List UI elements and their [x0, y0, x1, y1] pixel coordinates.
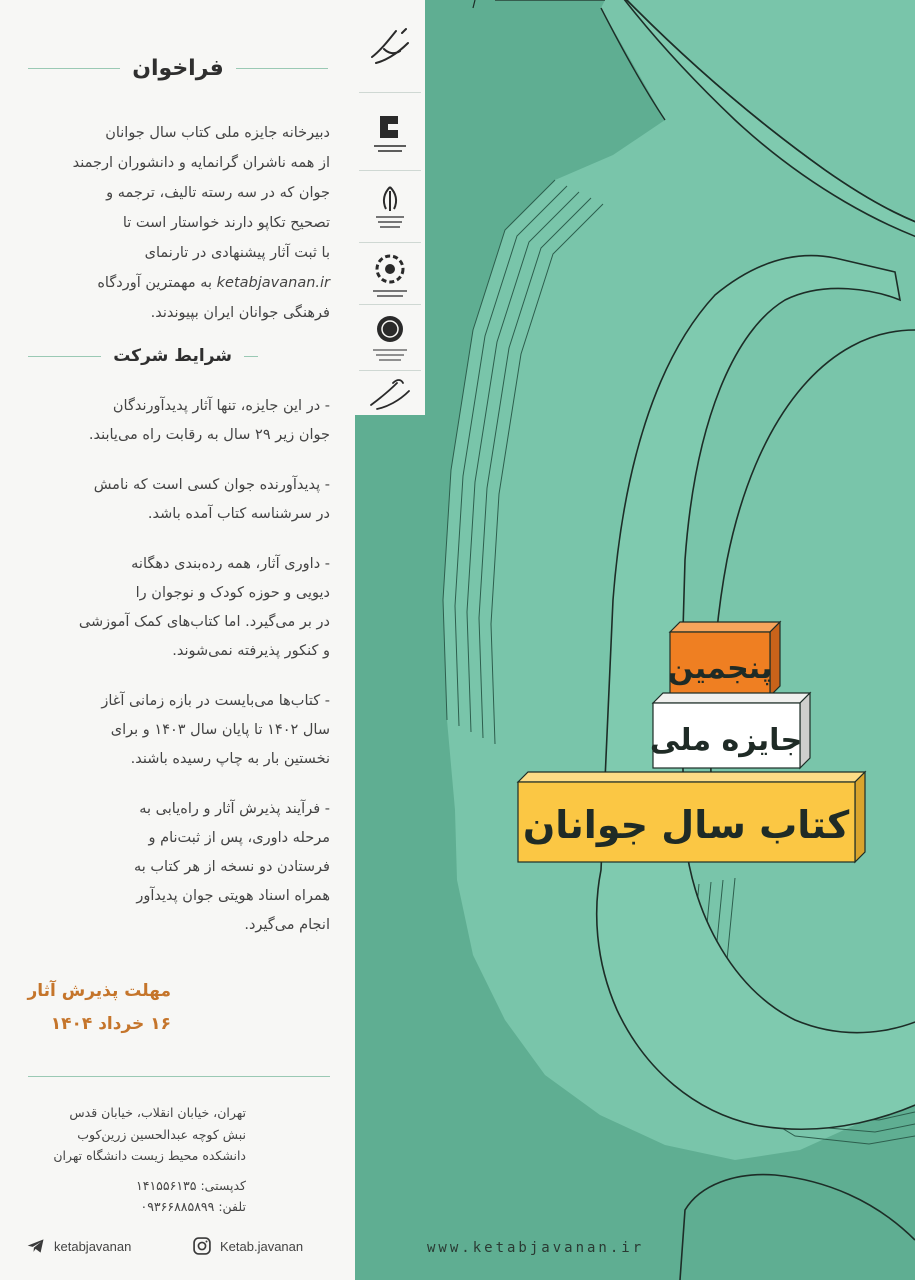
instagram-icon	[192, 1236, 212, 1256]
condition-item	[60, 795, 330, 940]
condition-line: - کتاب‌ها می‌بایست در بازه زمانی آغاز	[101, 693, 330, 709]
deadline-block	[28, 975, 171, 1041]
condition-line: - داوری آثار، همه رده‌بندی دهگانه	[131, 556, 330, 572]
condition-item	[28, 687, 330, 774]
box-3-text: کتاب سال جوانان	[522, 803, 850, 847]
condition-line: - در این جایزه، تنها آثار پدیدآورندگان	[112, 398, 330, 414]
ministry-emblem	[365, 180, 415, 236]
instagram-link[interactable]	[192, 1236, 303, 1256]
institute-calligraphy-logo	[365, 374, 415, 416]
condition-line: همراه اسناد هویتی جوان پدیدآور	[136, 888, 330, 904]
condition-line: - فرآیند پذیرش آثار و راه‌یابی به	[139, 801, 330, 817]
condition-line: جوان زیر ۲۹ سال به رقابت راه می‌یابند.	[88, 427, 330, 443]
conditions-heading	[28, 346, 258, 366]
poster-artwork	[355, 0, 915, 1280]
condition-line: و کنکور پذیرفته نمی‌شوند.	[172, 643, 330, 659]
intro-line: جوان که در سه رسته تالیف، ترجمه و	[106, 185, 330, 201]
telegram-icon	[26, 1236, 46, 1256]
condition-line: سال ۱۴۰۲ تا پایان سال ۱۴۰۳ و برای	[110, 722, 330, 738]
number-five-shape	[355, 0, 915, 1280]
deadline-date: ۱۶ خرداد ۱۴۰۴	[50, 1014, 171, 1034]
telegram-link[interactable]	[26, 1236, 131, 1256]
callout-title: فراخوان	[132, 56, 224, 81]
heading-rule-left	[28, 356, 101, 357]
title-box-1	[668, 622, 780, 696]
condition-line: مرحله داوری، پس از ثبت‌نام و	[148, 830, 330, 846]
intro-line: از همه ناشران گرانمایه و دانشوران ارجمند	[72, 155, 330, 171]
condition-line: نخستین بار به چاپ رسیده باشند.	[130, 751, 330, 767]
conditions-list	[28, 392, 330, 961]
website-link[interactable]: www.ketabjavanan.ir	[427, 1240, 645, 1256]
address-line: تهران، خیابان انقلاب، خیابان قدس	[69, 1105, 246, 1120]
postal-code: کدپستی: ۱۴۱۵۵۶۱۳۵	[136, 1177, 246, 1193]
telegram-handle: ketabjavanan	[54, 1238, 132, 1254]
condition-line: در سرشناسه کتاب آمده باشد.	[147, 506, 330, 522]
khaneh-ketab-logo	[365, 108, 415, 158]
intro-paragraph	[28, 118, 330, 328]
title-box-2	[650, 693, 810, 768]
intro-line: دبیرخانه جایزه ملی کتاب سال جوانان	[105, 125, 330, 141]
condition-line: فرستادن دو نسخه از هر کتاب به	[133, 859, 330, 875]
condition-line: در بر می‌گیرد. اما کتاب‌های کمک آموزشی	[78, 614, 330, 630]
university-center-seal	[365, 310, 415, 366]
condition-line: - پدیدآورنده جوان کسی است که نامش	[93, 477, 330, 493]
ketab-sal-javanan-logo	[365, 18, 415, 74]
address-line: نبش کوچه عبدالحسین زرین‌کوب	[77, 1126, 246, 1142]
condition-item	[28, 550, 330, 666]
phone-number: تلفن: ۰۹۳۶۶۸۸۵۸۹۹	[140, 1199, 246, 1214]
box-1-text: پنجمین	[667, 651, 773, 686]
deadline-label: مهلت پذیرش آثار	[27, 981, 171, 1001]
condition-item	[28, 392, 330, 450]
condition-line: دیویی و حوزه کودک و نوجوان را	[135, 585, 330, 601]
condition-line: انجام می‌گیرد.	[244, 917, 330, 933]
heading-rule-right	[244, 356, 258, 357]
intro-line: با ثبت آثار پیشنهادی در تارنمای	[144, 245, 330, 261]
intro-line: تصحیح تکاپو دارند خواستار است تا	[122, 215, 330, 231]
box-2-text: جایزه ملی	[649, 723, 803, 758]
heading-rule-left	[28, 68, 120, 69]
title-box-3	[518, 772, 865, 862]
intro-line-with-url	[28, 268, 330, 298]
intro-url-link[interactable]: ketabjavanan.ir	[216, 275, 330, 291]
intro-line: فرهنگی جوانان ایران بپیوندند.	[150, 305, 330, 321]
intro-line: به مهمترین آوردگاه	[97, 275, 213, 291]
condition-item	[28, 471, 330, 529]
library-foundation-logo	[365, 248, 415, 304]
address-block	[28, 1102, 246, 1218]
number-five-face	[597, 0, 915, 1129]
instagram-handle: Ketab.javanan	[220, 1238, 304, 1254]
text-column	[0, 0, 355, 1280]
footer-divider	[28, 1076, 330, 1077]
conditions-title: شرایط شرکت	[113, 346, 232, 366]
heading-rule-right	[236, 68, 328, 69]
callout-heading	[28, 56, 328, 81]
address-line: دانشکده محیط زیست دانشگاه تهران	[53, 1148, 246, 1163]
partner-logo-strip	[355, 0, 425, 415]
